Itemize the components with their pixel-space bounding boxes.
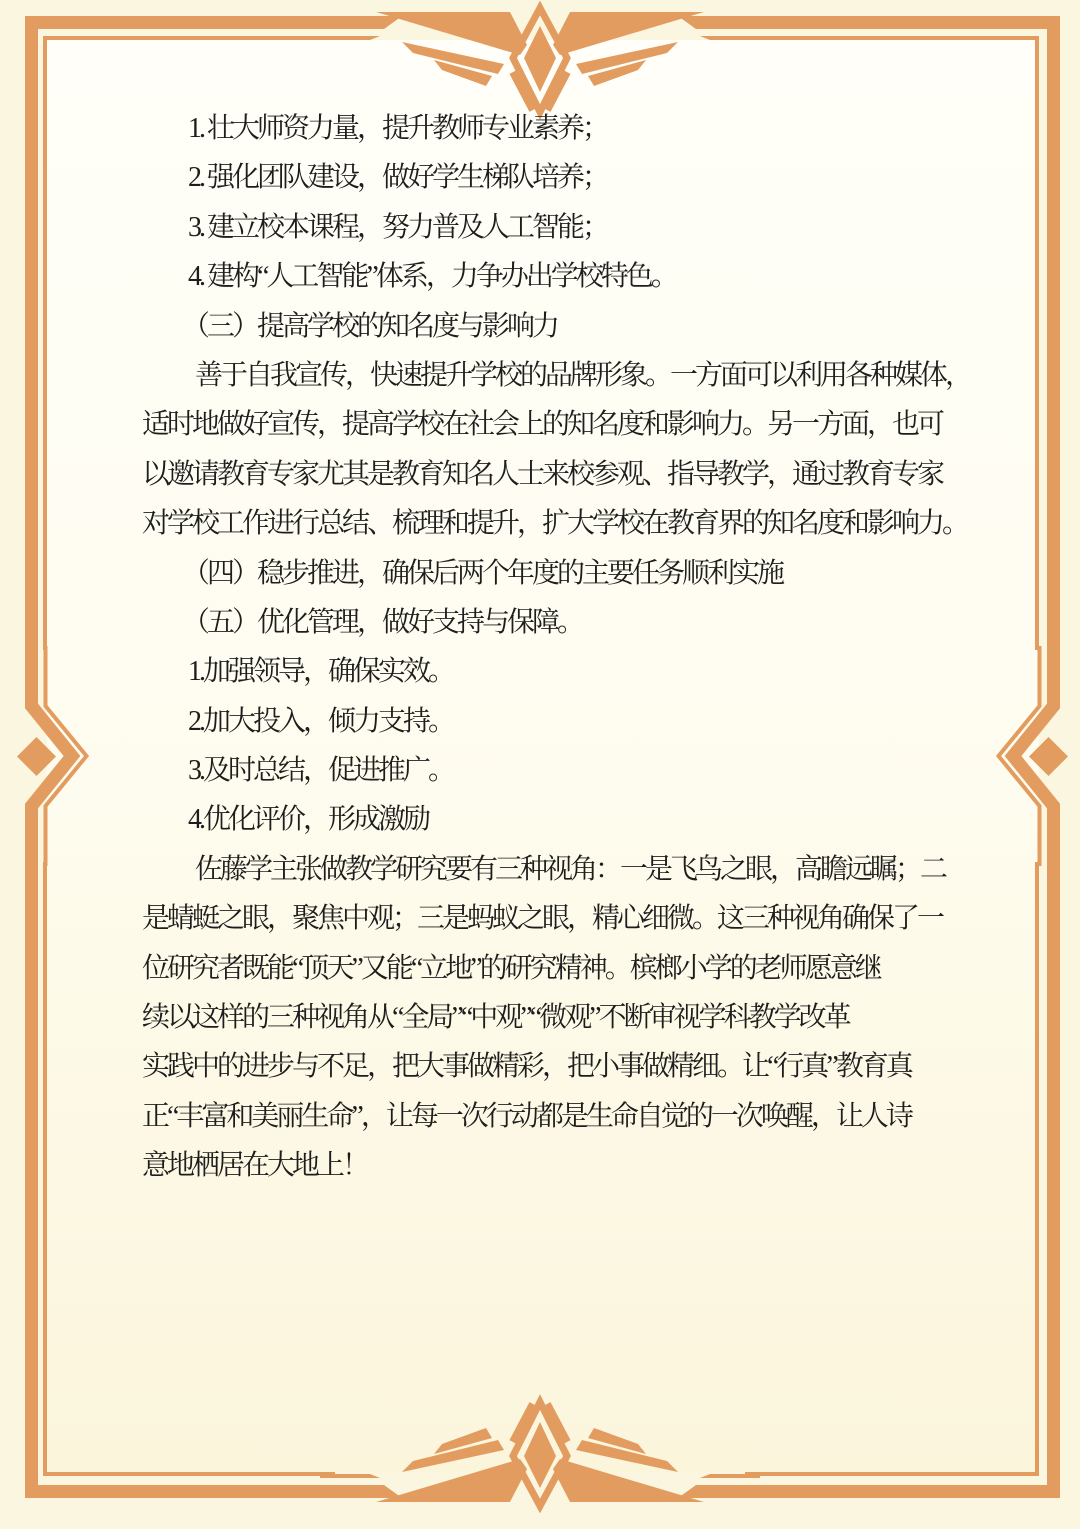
chevron-diamond-icon (17, 646, 87, 866)
text-line: 2.加大投入，倾力支持。 (188, 705, 454, 737)
text-line: 对学校工作进行总结、梳理和提升，扩大学校在教育界的知名度和影响力。 (142, 508, 968, 540)
text-line: 以邀请教育专家尤其是教育知名人士来校参观、指导教学，通过教育专家 (142, 458, 943, 490)
text-line: （三）提高学校的知名度与影响力 (182, 310, 558, 342)
frame-band-left-upper (25, 16, 38, 646)
text-line: 3.及时总结，促进推广。 (188, 755, 454, 787)
frame-band-left-lower (25, 866, 38, 1498)
frame-rule-left-lower (43, 862, 47, 1476)
text-line: 4.优化评价，形成激励 (188, 804, 429, 836)
left-border-ornament (0, 646, 100, 866)
frame-band-bottom-right (750, 1485, 1060, 1498)
document-body (142, 104, 971, 1191)
frame-band-right-lower (1047, 866, 1060, 1498)
frame-rule-top-right (745, 36, 1039, 40)
frame-rule-right-lower (1035, 862, 1039, 1476)
frame-rule-bottom-left (43, 1472, 335, 1476)
bottom-border-ornament (320, 1394, 760, 1514)
top-border-ornament (320, 0, 760, 120)
text-line: 1. 壮大师资力量，提升教师专业素养； (188, 113, 608, 144)
frame-band-right-upper (1047, 16, 1060, 646)
text-line: 佐藤学主张做教学研究要有三种视角：一是飞鸟之眼，高瞻远瞩；二 (195, 853, 946, 885)
text-line: 是蜻蜓之眼，聚焦中观；三是蚂蚁之眼，精心细微。这三种视角确保了一 (142, 903, 943, 935)
text-line: 3. 建立校本课程，努力普及人工智能； (188, 211, 608, 243)
text-line: 1.加强领导，确保实效。 (188, 656, 454, 688)
text-line: （五）优化管理，做好支持与保障。 (182, 606, 583, 638)
frame-rule-top-left (43, 36, 335, 40)
text-line: 适时地做好宣传，提高学校在社会上的知名度和影响力。另一方面，也可 (142, 409, 943, 441)
winged-diamond-icon (320, 12, 760, 92)
winged-diamond-icon (320, 1422, 760, 1502)
chevron-diamond-icon (999, 646, 1069, 866)
frame-rule-bottom-right (745, 1472, 1039, 1476)
text-line: 善于自我宣传，快速提升学校的品牌形象。一方面可以利用各种媒体， (195, 359, 971, 391)
text-line: 4. 建构“人工智能”体系，力争办出学校特色。 (188, 261, 676, 293)
text-line: 位研究者既能“顶天”又能“立地”的研究精神。槟榔小学的老师愿意继 (142, 952, 880, 984)
text-line: （四）稳步推进，确保后两个年度的主要任务顺利实施 (182, 557, 783, 589)
frame-band-top-right (750, 16, 1060, 29)
text-line: 续以这样的三种视角从“全局”“中观”“微观”不断审视学科教学改革 (142, 1002, 849, 1034)
right-border-ornament (985, 646, 1080, 866)
frame-band-bottom-left (25, 1485, 330, 1498)
text-line: 意地栖居在大地上！ (142, 1150, 368, 1182)
frame-rule-right-upper (1035, 36, 1039, 650)
text-line: 正“丰富和美丽生命”，让每一次行动都是生命自觉的一次唤醒，让人诗 (142, 1100, 911, 1132)
text-line: 2. 强化团队建设，做好学生梯队培养； (188, 162, 608, 194)
frame-band-top-left (25, 16, 330, 29)
text-line: 实践中的进步与不足，把大事做精彩，把小事做精细。让“行真”教育真 (142, 1051, 911, 1083)
frame-rule-left-upper (43, 36, 47, 650)
